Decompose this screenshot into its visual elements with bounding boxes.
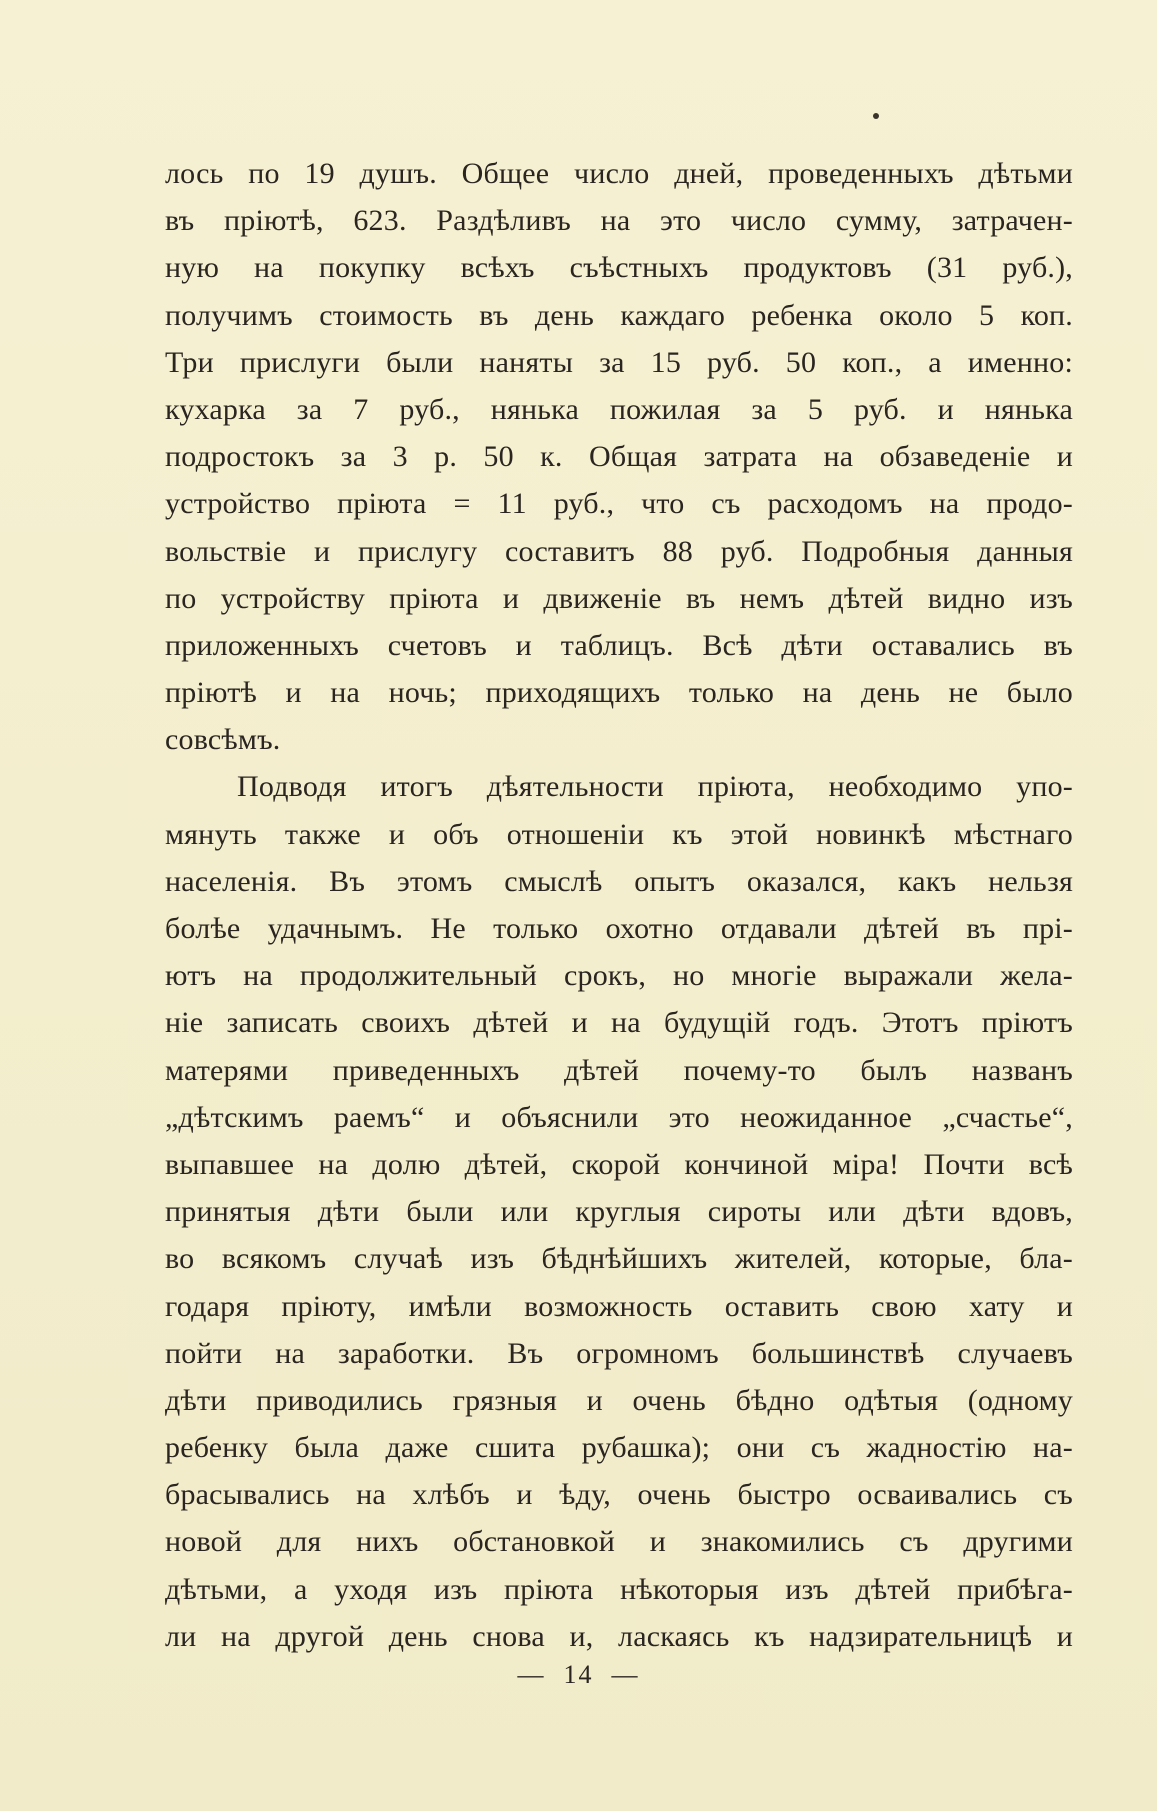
text-line: ребенку была даже сшита рубашка); они съ жадностію на- bbox=[165, 1431, 1073, 1465]
text-line: лось по 19 душъ. Общее число дней, проведенныхъ дѣтьми bbox=[165, 157, 1073, 190]
text-line: подростокъ за 3 р. 50 к. Общая затрата на обзаведеніе и bbox=[165, 440, 1073, 474]
footer-dash-right: — bbox=[611, 1660, 640, 1689]
text-line: устройство пріюта = 11 руб., что съ расходомъ на продо- bbox=[165, 487, 1073, 521]
text-line: годаря пріюту, имѣли возможность оставить свою хату и bbox=[165, 1289, 1073, 1323]
text-line: „дѣтскимъ раемъ“ и объяснили это неожиданное „счастье“, bbox=[165, 1100, 1073, 1134]
text-line: Подводя итогъ дѣятельности пріюта, необходимо упо- bbox=[237, 770, 1073, 804]
text-line: матерями приведенныхъ дѣтей почему-то былъ названъ bbox=[165, 1053, 1073, 1087]
text-line: дѣти приводились грязныя и очень бѣдно одѣтыя (одному bbox=[165, 1383, 1073, 1417]
text-line: Три прислуги были наняты за 15 руб. 50 коп., а именно: bbox=[165, 345, 1073, 379]
text-line: во всякомъ случаѣ изъ бѣднѣйшихъ жителей, которые, бла- bbox=[165, 1242, 1073, 1276]
text-line: дѣтьми, а уходя изъ пріюта нѣкоторыя изъ дѣтей прибѣга- bbox=[165, 1572, 1073, 1606]
text-line: приложенныхъ счетовъ и таблицъ. Всѣ дѣти оставались въ bbox=[165, 628, 1073, 662]
text-line: ютъ на продолжительный срокъ, но многіе выражали жела- bbox=[165, 959, 1073, 993]
text-line: ніе записать своихъ дѣтей и на будущій годъ. Этотъ пріютъ bbox=[165, 1006, 1073, 1040]
text-line: въ пріютѣ, 623. Раздѣливъ на это число сумму, затрачен- bbox=[165, 204, 1073, 238]
text-line: мянуть также и объ отношеніи къ этой новинкѣ мѣстнаго bbox=[165, 817, 1073, 851]
text-line: выпавшее на долю дѣтей, скорой кончиной міра! Почти всѣ bbox=[165, 1147, 1073, 1181]
text-line: получимъ стоимость въ день каждаго ребенка около 5 коп. bbox=[165, 298, 1073, 332]
page-number: 14 bbox=[563, 1660, 594, 1689]
text-line: ную на покупку всѣхъ съѣстныхъ продуктовъ (31 руб.), bbox=[165, 251, 1073, 285]
text-line: вольствіе и прислугу составитъ 88 руб. Подробныя данныя bbox=[165, 534, 1073, 568]
text-line: по устройству пріюта и движеніе въ немъ дѣтей видно изъ bbox=[165, 581, 1073, 615]
text-line: совсѣмъ. bbox=[165, 723, 281, 757]
body-text bbox=[165, 150, 1073, 1660]
text-line: брасывались на хлѣбъ и ѣду, очень быстро осваивались съ bbox=[165, 1478, 1073, 1512]
page-footer bbox=[0, 1660, 1157, 1690]
text-line: новой для нихъ обстановкой и знакомились съ другими bbox=[165, 1525, 1073, 1559]
text-line: болѣе удачнымъ. Не только охотно отдавали дѣтей въ прі- bbox=[165, 912, 1073, 945]
text-line: населенія. Въ этомъ смыслѣ опытъ оказался, какъ нельзя bbox=[165, 864, 1073, 898]
text-line: ли на другой день снова и, ласкаясь къ надзирательницѣ и bbox=[165, 1619, 1073, 1653]
text-line: пріютѣ и на ночь; приходящихъ только на день не было bbox=[165, 676, 1073, 710]
text-line: принятыя дѣти были или круглыя сироты или дѣти вдовъ, bbox=[165, 1195, 1073, 1229]
ink-speck bbox=[873, 113, 879, 119]
text-line: пойти на заработки. Въ огромномъ большинствѣ случаевъ bbox=[165, 1336, 1073, 1370]
text-line: кухарка за 7 руб., нянька пожилая за 5 руб. и нянька bbox=[165, 392, 1073, 426]
footer-dash-left: — bbox=[517, 1660, 546, 1689]
